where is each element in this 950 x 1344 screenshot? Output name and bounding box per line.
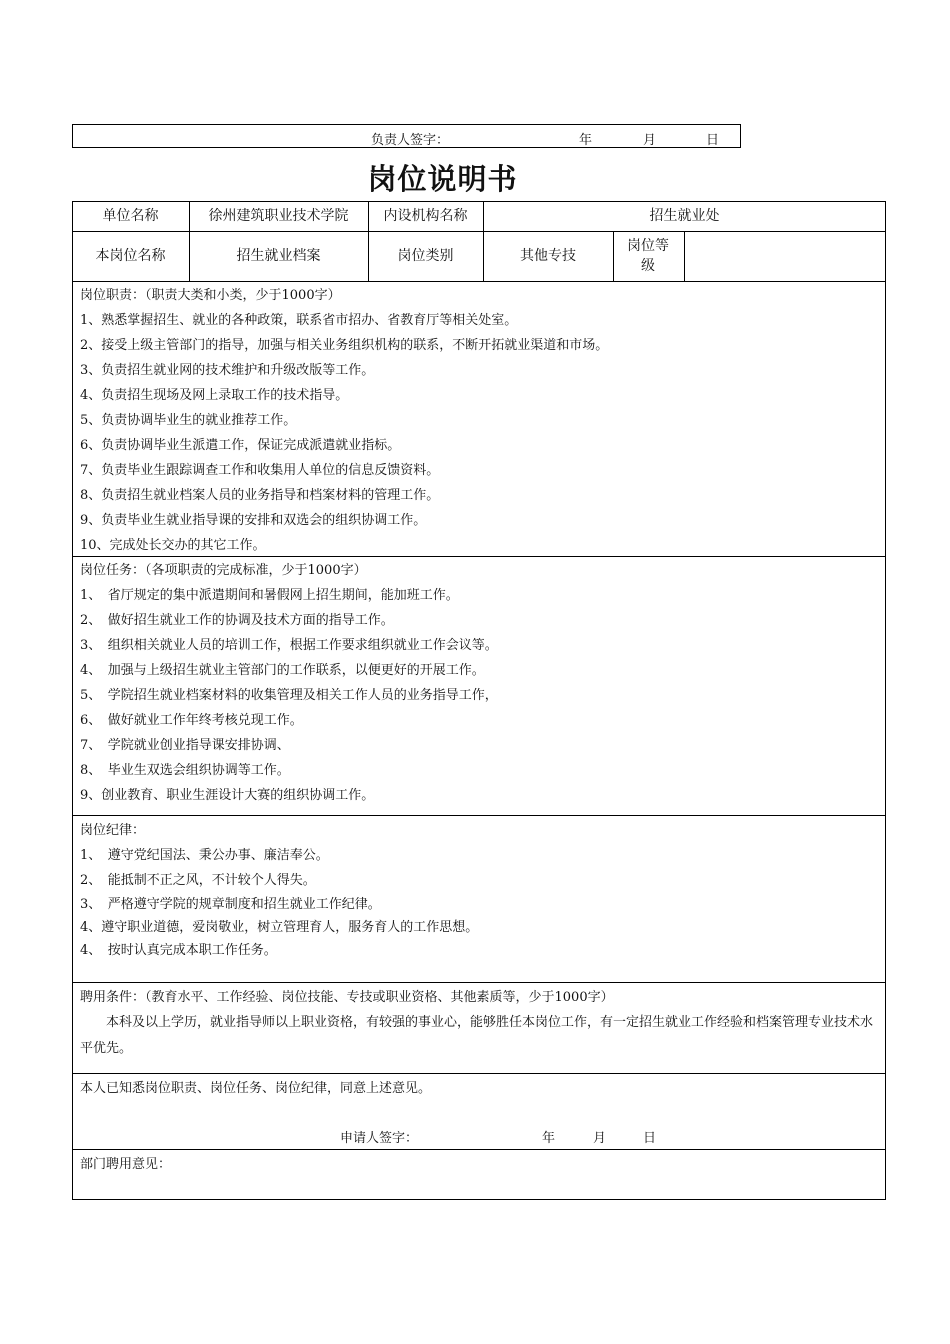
list-item: 3、 严格遵守学院的规章制度和招生就业工作纪律。 (80, 897, 381, 912)
post-grade-value (684, 231, 886, 281)
list-item: 9、创业教育、职业生涯设计大赛的组织协调工作。 (80, 788, 375, 803)
list-item: 6、 做好就业工作年终考核兑现工作。 (80, 713, 303, 728)
list-item: 3、 组织相关就业人员的培训工作，根据工作要求组织就业工作会议等。 (80, 638, 498, 653)
post-category-label: 岗位类别 (397, 248, 454, 264)
dept-opinion-section (80, 1152, 880, 1177)
list-item: 2、 做好招生就业工作的协调及技术方面的指导工作。 (80, 613, 394, 628)
tasks-heading: 岗位任务：（各项职责的完成标准，少于1000字） (80, 563, 367, 578)
discipline-section (80, 818, 880, 962)
applicant-year-label: 年 (542, 1131, 556, 1146)
list-item: 4、遵守职业道德，爱岗敬业，树立管理育人，服务育人的工作思想。 (80, 920, 479, 935)
discipline-heading: 岗位纪律： (80, 823, 146, 838)
list-item: 1、 省厅规定的集中派遣期间和暑假网上招生期间，能加班工作。 (80, 588, 459, 603)
post-name-label: 本岗位名称 (95, 248, 166, 264)
unit-name-label: 单位名称 (102, 208, 159, 224)
top-signature-box (72, 124, 741, 148)
list-item: 7、 学院就业创业指导课安排协调、 (80, 738, 290, 753)
list-item: 9、负责毕业生就业指导课的安排和双选会的组织协调工作。 (80, 513, 427, 528)
applicant-signature-line (0, 1127, 950, 1147)
page-title: 岗位说明书 (367, 162, 518, 196)
applicant-signer-label: 申请人签字： (340, 1131, 419, 1146)
list-item: 1、 遵守党纪国法、秉公办事、廉洁奉公。 (80, 848, 329, 863)
list-item: 4、 加强与上级招生就业主管部门的工作联系，以便更好的开展工作。 (80, 663, 485, 678)
list-item: 2、接受上级主管部门的指导，加强与相关业务组织机构的联系，不断开拓就业渠道和市场。 (80, 338, 609, 353)
list-item: 6、负责协调毕业生派遣工作，保证完成派遣就业指标。 (80, 438, 401, 453)
list-item: 4、 按时认真完成本职工作任务。 (80, 943, 277, 958)
list-item: 4、负责招生现场及网上录取工作的技术指导。 (80, 388, 349, 403)
post-category-value: 其他专技 (520, 248, 576, 264)
list-item: 2、 能抵制不正之风，不计较个人得失。 (80, 873, 316, 888)
duties-heading: 岗位职责：（职责大类和小类，少于1000字） (80, 288, 341, 303)
acknowledge-section (80, 1076, 880, 1101)
list-item: 5、负责协调毕业生的就业推荐工作。 (80, 413, 297, 428)
department-value: 招生就业处 (649, 208, 720, 224)
list-item: 3、负责招生就业网的技术维护和升级改版等工作。 (80, 363, 375, 378)
list-item: 10、完成处长交办的其它工作。 (80, 538, 266, 553)
tasks-section (80, 558, 880, 808)
conditions-heading: 聘用条件：（教育水平、工作经验、岗位技能、专技或职业资格、其他素质等，少于1000字） (80, 990, 614, 1005)
list-item: 8、 毕业生双选会组织协调等工作。 (80, 763, 290, 778)
duties-section (80, 283, 880, 558)
conditions-text: 本科及以上学历，就业指导师以上职业资格，有较强的事业心，能够胜任本岗位工作，有一定招生就业工作经验和档案管理专业技术水平优先。 (80, 1015, 874, 1056)
applicant-month-label: 月 (593, 1131, 607, 1146)
conditions-section (80, 985, 880, 1062)
dept-opinion-label: 部门聘用意见： (80, 1157, 172, 1172)
list-item: 7、负责毕业生跟踪调查工作和收集用人单位的信息反馈资料。 (80, 463, 440, 478)
applicant-day-label: 日 (643, 1131, 657, 1146)
acknowledge-text: 本人已知悉岗位职责、岗位任务、岗位纪律，同意上述意见。 (80, 1081, 432, 1096)
list-item: 5、 学院招生就业档案材料的收集管理及相关工作人员的业务指导工作， (80, 688, 498, 703)
top-day-label: 日 (706, 133, 720, 148)
list-item: 8、负责招生就业档案人员的业务指导和档案材料的管理工作。 (80, 488, 440, 503)
top-month-label: 月 (643, 133, 657, 148)
department-label: 内设机构名称 (383, 208, 468, 224)
post-grade-label: 岗位等级 (627, 238, 669, 274)
top-year-label: 年 (579, 133, 593, 148)
list-item: 1、熟悉掌握招生、就业的各种政策，联系省市招办、省教育厅等相关处室。 (80, 313, 518, 328)
unit-name-value: 徐州建筑职业技术学院 (208, 208, 349, 224)
top-signer-label: 负责人签字： (371, 133, 450, 148)
post-name-value: 招生就业档案 (236, 248, 321, 264)
